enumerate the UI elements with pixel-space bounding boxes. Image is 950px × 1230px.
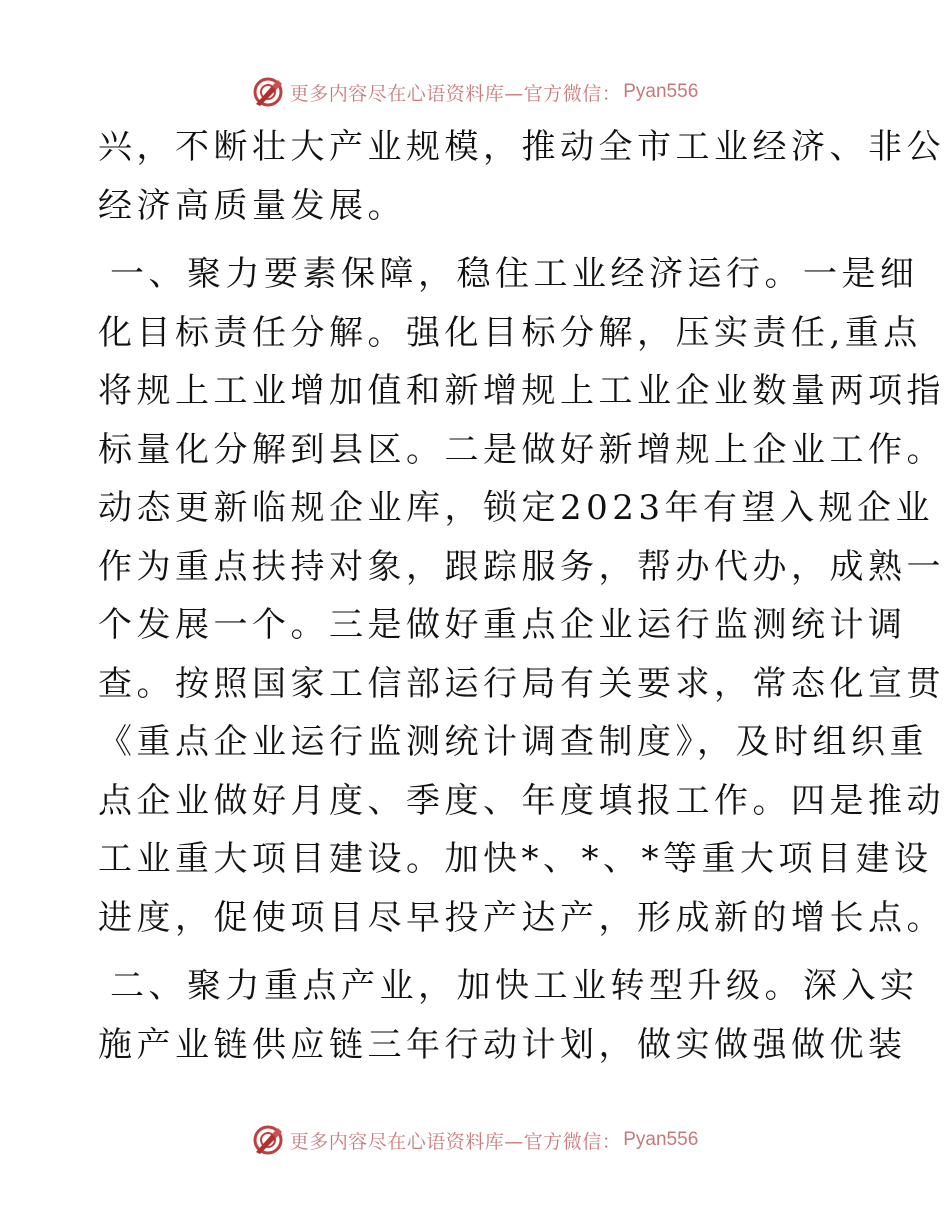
text-line: 点企业做好月度、季度、年度填报工作。四是推动 — [98, 780, 945, 821]
paragraph-element-guarantee — [98, 245, 945, 947]
paragraph-key-industries — [98, 957, 919, 1074]
watermark-account: Pyan556 — [623, 81, 699, 102]
text-line: 动态更新临规企业库，锁定2023年有望入规企业 — [98, 488, 935, 528]
text-line: 兴，不断壮大产业规模，推动全市工业经济、非公 — [98, 127, 945, 167]
text-line: 施产业链供应链三年行动计划，做实做强做优装 — [98, 1024, 907, 1065]
watermark-account: Pyan556 — [623, 1129, 699, 1150]
text-line: 化目标责任分解。强化目标分解，压实责任,重点 — [98, 312, 922, 353]
text-line: 进度，促使项目尽早投产达产，形成新的增长点。 — [98, 897, 945, 938]
text-line: 个发展一个。三是做好重点企业运行监测统计调 — [98, 605, 907, 645]
text-line: 标量化分解到县区。二是做好新增规上企业工作。 — [98, 429, 945, 470]
text-line: 二、聚力重点产业，加快工业转型升级。深入实 — [110, 966, 919, 1006]
footer-watermark — [0, 1120, 950, 1160]
text-line: 《重点企业运行监测统计调查制度》，及时组织重 — [98, 722, 928, 762]
header-watermark — [0, 72, 950, 112]
pen-logo-icon — [252, 1124, 284, 1156]
text-line: 作为重点扶持对象，跟踪服务，帮办代办，成熟一 — [98, 546, 945, 587]
text-line: 经济高质量发展。 — [98, 185, 406, 226]
text-line: 一、聚力要素保障，稳住工业经济运行。一是细 — [110, 254, 919, 294]
watermark-text: 更多内容尽在心语资料库—官方微信： — [289, 1130, 622, 1153]
watermark-text: 更多内容尽在心语资料库—官方微信： — [289, 82, 622, 105]
document-body — [98, 118, 945, 1074]
pen-logo-icon — [252, 76, 284, 108]
text-line: 工业重大项目建设。加快*、*、*等重大项目建设 — [98, 839, 933, 879]
paragraph-continuation — [98, 118, 945, 235]
text-line: 将规上工业增加值和新增规上工业企业数量两项指 — [98, 371, 945, 411]
text-line: 查。按照国家工信部运行局有关要求，常态化宣贯 — [98, 663, 945, 704]
